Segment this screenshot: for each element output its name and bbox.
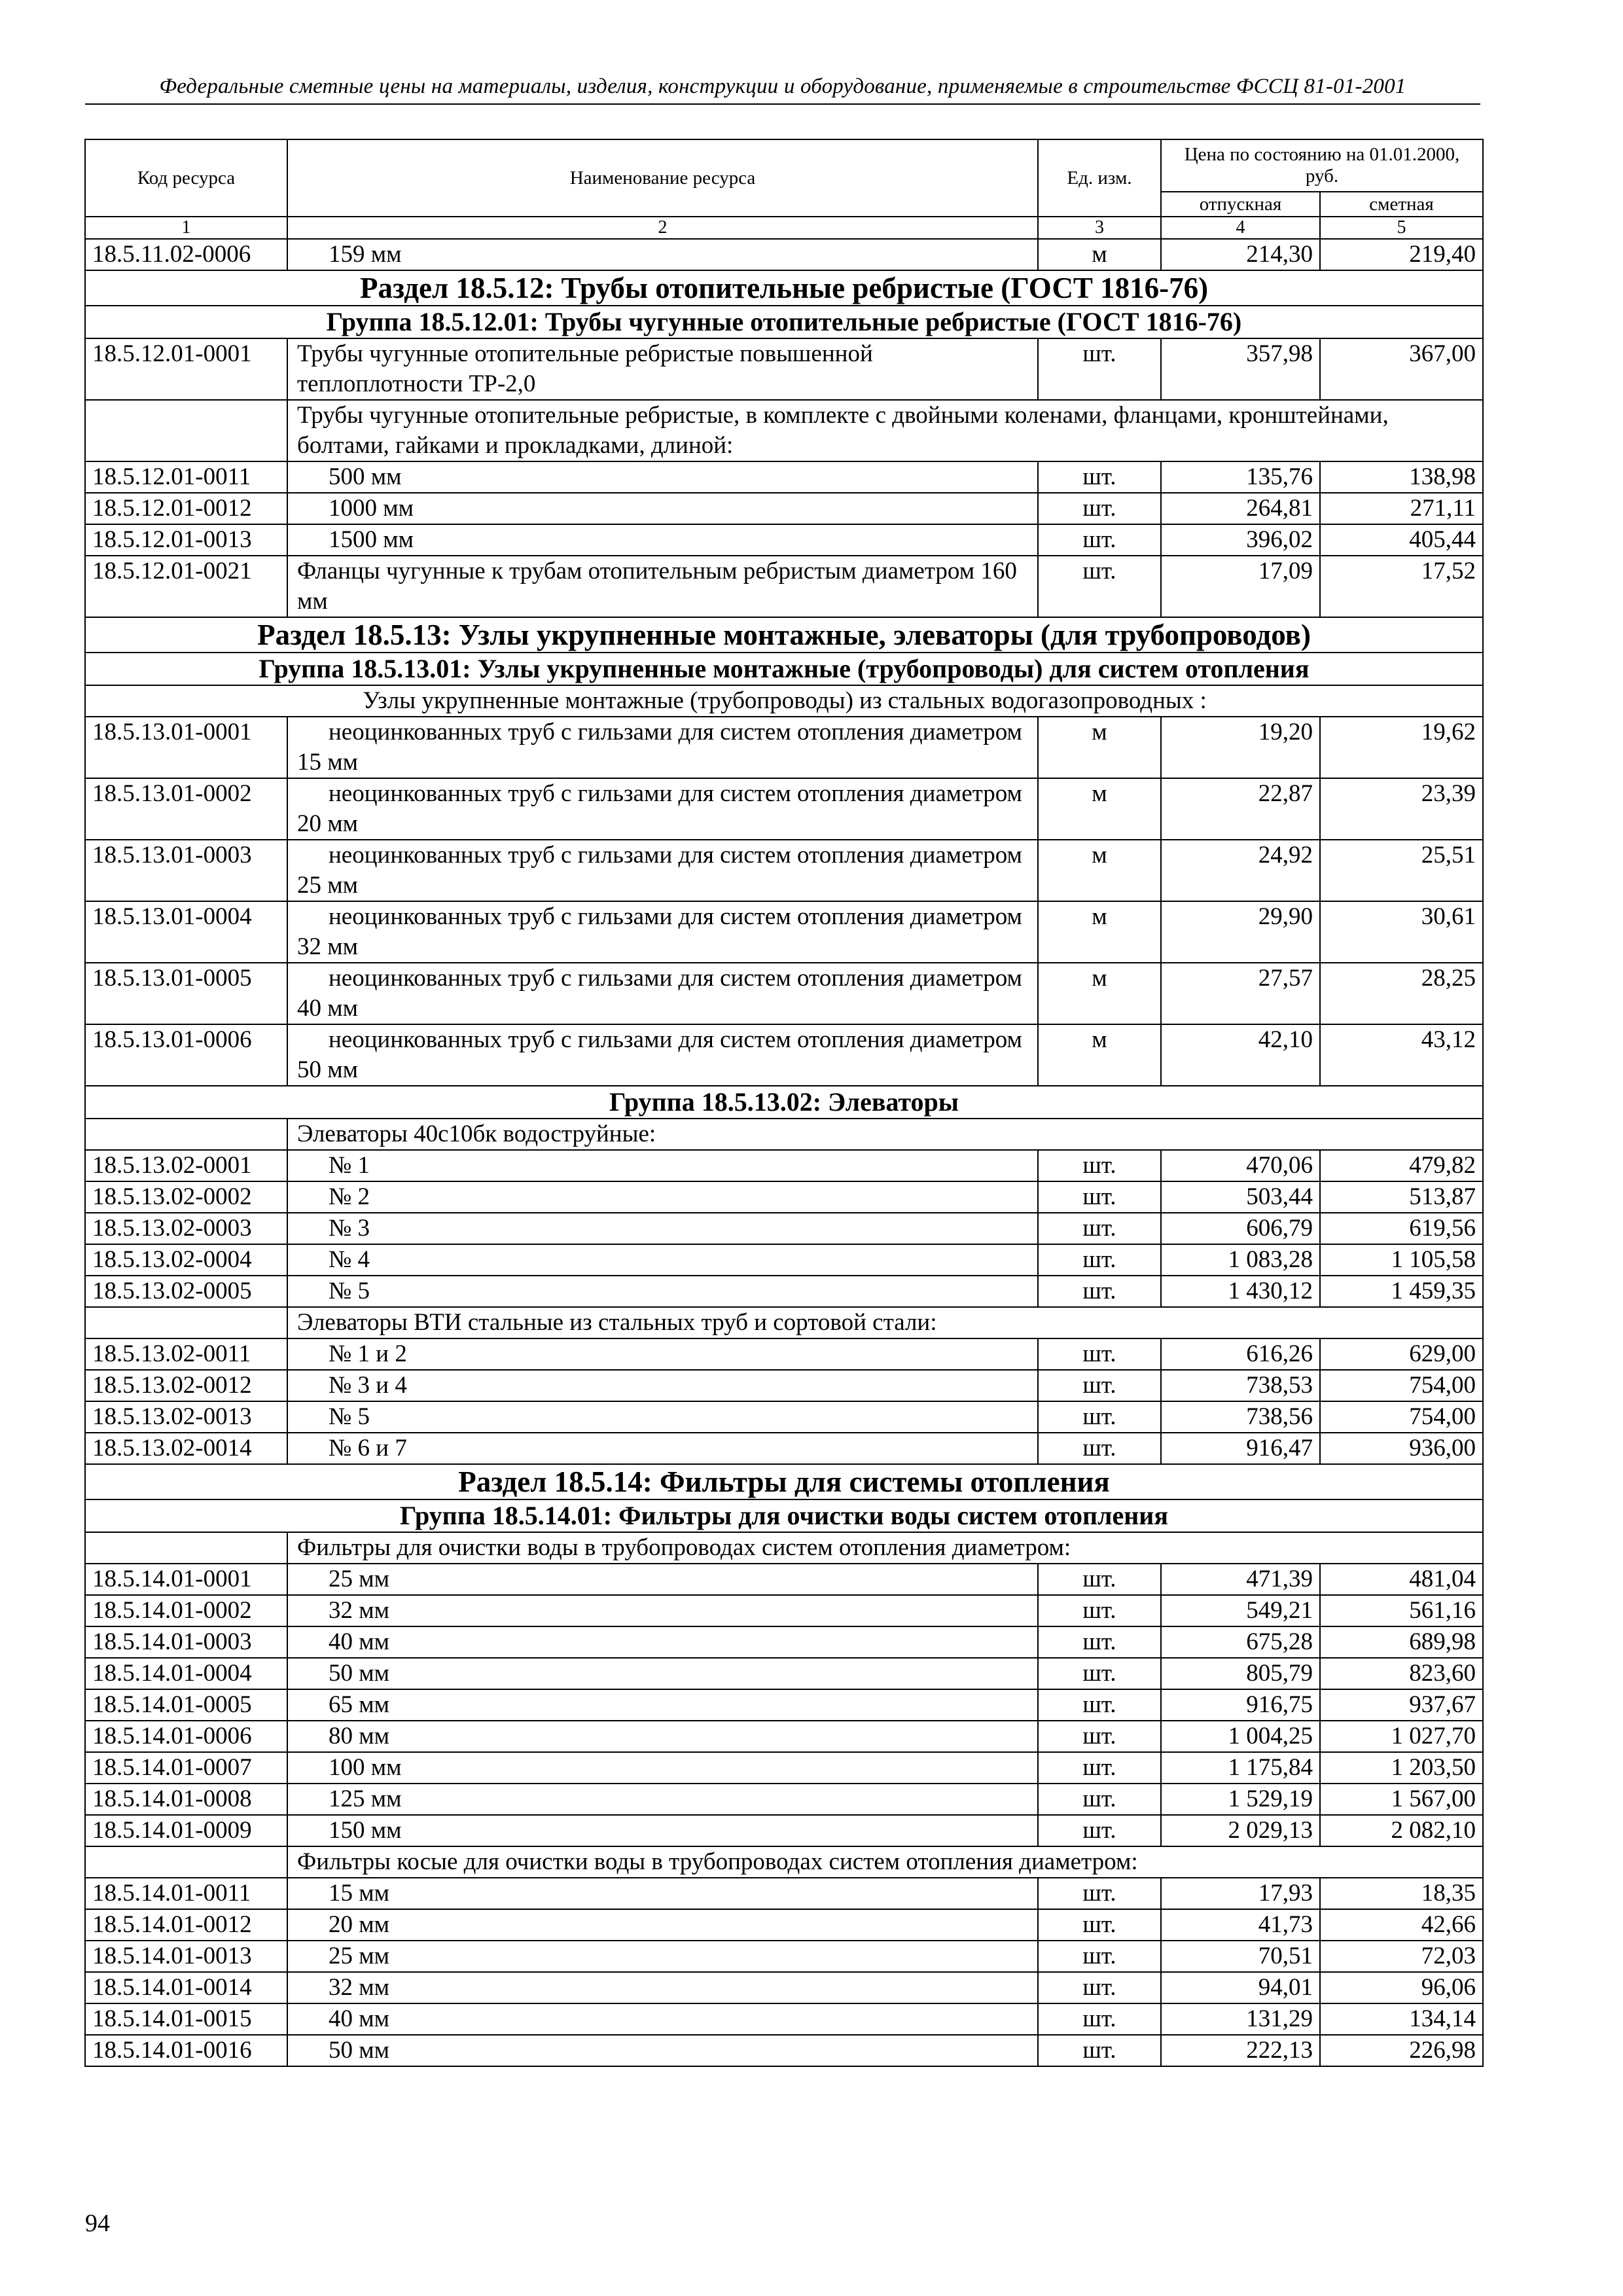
release-price: 503,44 (1161, 1181, 1320, 1213)
estimate-price: 513,87 (1320, 1181, 1483, 1213)
table-row (85, 963, 1483, 1024)
table-row (85, 556, 1483, 617)
estimate-price: 138,98 (1320, 461, 1483, 493)
resource-name: № 4 (287, 1244, 1038, 1276)
group-title: Группа 18.5.13.01: Узлы укрупненные монтажные (трубопроводы) для систем отопления (85, 653, 1483, 685)
col-number-5: 5 (1320, 217, 1483, 239)
resource-code: 18.5.13.02-0011 (85, 1338, 287, 1370)
resource-name: № 2 (287, 1181, 1038, 1213)
resource-code: 18.5.14.01-0011 (85, 1878, 287, 1909)
table-row (85, 1784, 1483, 1815)
release-price: 94,01 (1161, 1972, 1320, 2003)
col-header-unit: Ед. изм. (1038, 139, 1161, 217)
table-row (85, 1941, 1483, 1972)
empty-code-cell (85, 1119, 287, 1150)
resource-name: неоцинкованных труб с гильзами для систем отопления диаметром 25 мм (287, 840, 1038, 901)
release-price: 916,75 (1161, 1689, 1320, 1721)
table-row (85, 338, 1483, 400)
resource-code: 18.5.14.01-0007 (85, 1752, 287, 1784)
group-title: Группа 18.5.12.01: Трубы чугунные отопительные ребристые (ГОСТ 1816-76) (85, 306, 1483, 338)
release-price: 2 029,13 (1161, 1815, 1320, 1846)
resource-name: 25 мм (287, 1941, 1038, 1972)
estimate-price: 23,39 (1320, 778, 1483, 840)
col-header-estimate: сметная (1320, 192, 1483, 217)
estimate-price: 1 027,70 (1320, 1721, 1483, 1752)
unit-of-measure: шт. (1038, 493, 1161, 524)
note-text: Элеваторы ВТИ стальные из стальных труб и сортовой стали: (287, 1307, 1483, 1338)
resource-name: 50 мм (287, 2035, 1038, 2066)
resource-name: № 1 и 2 (287, 1338, 1038, 1370)
table-row (85, 1338, 1483, 1370)
resource-code: 18.5.14.01-0012 (85, 1909, 287, 1941)
col-header-price: Цена по состоянию на 01.01.2000, руб. (1161, 139, 1483, 192)
estimate-price: 2 082,10 (1320, 1815, 1483, 1846)
unit-of-measure: шт. (1038, 1370, 1161, 1401)
note-text: Элеваторы 40с10бк водоструйные: (287, 1119, 1483, 1150)
resource-code: 18.5.14.01-0004 (85, 1658, 287, 1689)
resource-code: 18.5.14.01-0002 (85, 1595, 287, 1626)
table-row (85, 1024, 1483, 1086)
release-price: 738,56 (1161, 1401, 1320, 1433)
release-price: 616,26 (1161, 1338, 1320, 1370)
table-row (85, 840, 1483, 901)
resource-code: 18.5.14.01-0008 (85, 1784, 287, 1815)
table-row (85, 1244, 1483, 1276)
note-text: Фильтры для очистки воды в трубопроводах систем отопления диаметром: (287, 1532, 1483, 1564)
note-row (85, 1532, 1483, 1564)
resource-code: 18.5.12.01-0011 (85, 461, 287, 493)
unit-of-measure: м (1038, 717, 1161, 778)
unit-of-measure: м (1038, 778, 1161, 840)
col-header-release: отпускная (1161, 192, 1320, 217)
table-row (85, 1689, 1483, 1721)
estimate-price: 17,52 (1320, 556, 1483, 617)
group-title: Группа 18.5.14.01: Фильтры для очистки воды систем отопления (85, 1499, 1483, 1532)
resource-name: неоцинкованных труб с гильзами для систем отопления диаметром 40 мм (287, 963, 1038, 1024)
estimate-price: 367,00 (1320, 338, 1483, 400)
section-title: Раздел 18.5.13: Узлы укрупненные монтажные, элеваторы (для трубопроводов) (85, 617, 1483, 653)
unit-of-measure: шт. (1038, 1909, 1161, 1941)
estimate-price: 619,56 (1320, 1213, 1483, 1244)
release-price: 29,90 (1161, 901, 1320, 963)
unit-of-measure: шт. (1038, 1878, 1161, 1909)
unit-of-measure: м (1038, 963, 1161, 1024)
estimate-price: 823,60 (1320, 1658, 1483, 1689)
table-row (85, 1595, 1483, 1626)
section-heading-row (85, 617, 1483, 653)
unit-of-measure: шт. (1038, 1564, 1161, 1595)
release-price: 264,81 (1161, 493, 1320, 524)
estimate-price: 1 459,35 (1320, 1276, 1483, 1307)
resource-name: 125 мм (287, 1784, 1038, 1815)
unit-of-measure: шт. (1038, 1689, 1161, 1721)
unit-of-measure: шт. (1038, 1338, 1161, 1370)
unit-of-measure: шт. (1038, 1752, 1161, 1784)
resource-code: 18.5.14.01-0016 (85, 2035, 287, 2066)
note-row (85, 1119, 1483, 1150)
resource-code: 18.5.13.01-0003 (85, 840, 287, 901)
resource-name: Трубы чугунные отопительные ребристые повышенной теплоплотности ТР-2,0 (287, 338, 1038, 400)
table-row (85, 1878, 1483, 1909)
table-row (85, 717, 1483, 778)
resource-code: 18.5.13.01-0004 (85, 901, 287, 963)
resource-name: 150 мм (287, 1815, 1038, 1846)
release-price: 805,79 (1161, 1658, 1320, 1689)
release-price: 17,93 (1161, 1878, 1320, 1909)
unit-of-measure: шт. (1038, 1941, 1161, 1972)
resource-name: неоцинкованных труб с гильзами для систем отопления диаметром 32 мм (287, 901, 1038, 963)
release-price: 131,29 (1161, 2003, 1320, 2035)
resource-name: неоцинкованных труб с гильзами для систем отопления диаметром 50 мм (287, 1024, 1038, 1086)
unit-of-measure: шт. (1038, 1401, 1161, 1433)
unit-of-measure: шт. (1038, 1433, 1161, 1464)
estimate-price: 1 567,00 (1320, 1784, 1483, 1815)
estimate-price: 42,66 (1320, 1909, 1483, 1941)
unit-of-measure: шт. (1038, 1595, 1161, 1626)
col-header-name: Наименование ресурса (287, 139, 1038, 217)
note-row (85, 1307, 1483, 1338)
table-row (85, 1433, 1483, 1464)
release-price: 41,73 (1161, 1909, 1320, 1941)
unit-of-measure: шт. (1038, 338, 1161, 400)
release-price: 17,09 (1161, 556, 1320, 617)
table-row (85, 1181, 1483, 1213)
resource-code: 18.5.13.01-0001 (85, 717, 287, 778)
table-row (85, 1909, 1483, 1941)
estimate-price: 43,12 (1320, 1024, 1483, 1086)
estimate-price: 629,00 (1320, 1338, 1483, 1370)
release-price: 1 083,28 (1161, 1244, 1320, 1276)
resource-name: 20 мм (287, 1909, 1038, 1941)
resource-code: 18.5.14.01-0003 (85, 1626, 287, 1658)
table-row (85, 239, 1483, 270)
table-row (85, 1213, 1483, 1244)
table-row (85, 1276, 1483, 1307)
table-row (85, 493, 1483, 524)
estimate-price: 1 105,58 (1320, 1244, 1483, 1276)
table-row (85, 2035, 1483, 2066)
estimate-price: 405,44 (1320, 524, 1483, 556)
estimate-price: 219,40 (1320, 239, 1483, 270)
release-price: 22,87 (1161, 778, 1320, 840)
unit-of-measure: шт. (1038, 1244, 1161, 1276)
release-price: 27,57 (1161, 963, 1320, 1024)
resource-code: 18.5.14.01-0001 (85, 1564, 287, 1595)
resource-name: Фланцы чугунные к трубам отопительным ребристым диаметром 160 мм (287, 556, 1038, 617)
group-heading-row (85, 1499, 1483, 1532)
resource-name: 80 мм (287, 1721, 1038, 1752)
estimate-price: 754,00 (1320, 1370, 1483, 1401)
unit-of-measure: шт. (1038, 2003, 1161, 2035)
release-price: 1 430,12 (1161, 1276, 1320, 1307)
resource-name: 100 мм (287, 1752, 1038, 1784)
running-header: Федеральные сметные цены на материалы, изделия, конструкции и оборудование, применяемые в строительстве ФССЦ 81-01-2001 (85, 73, 1480, 105)
estimate-price: 134,14 (1320, 2003, 1483, 2035)
resource-name: 1500 мм (287, 524, 1038, 556)
note-row (85, 685, 1483, 717)
resource-name: № 5 (287, 1401, 1038, 1433)
col-number-4: 4 (1161, 217, 1320, 239)
resource-name: 40 мм (287, 1626, 1038, 1658)
resource-code: 18.5.13.02-0013 (85, 1401, 287, 1433)
note-text: Трубы чугунные отопительные ребристые, в комплекте с двойными коленами, фланцами, кронштейнами, болтами, гайками и прокладками, длиной: (287, 400, 1483, 461)
resource-name: неоцинкованных труб с гильзами для систем отопления диаметром 15 мм (287, 717, 1038, 778)
table-row (85, 1150, 1483, 1181)
unit-of-measure: шт. (1038, 1658, 1161, 1689)
resource-code: 18.5.14.01-0005 (85, 1689, 287, 1721)
note-row (85, 1846, 1483, 1878)
estimate-price: 28,25 (1320, 963, 1483, 1024)
estimate-price: 18,35 (1320, 1878, 1483, 1909)
resource-name: 40 мм (287, 2003, 1038, 2035)
col-number-1: 1 (85, 217, 287, 239)
section-title: Раздел 18.5.12: Трубы отопительные ребристые (ГОСТ 1816-76) (85, 270, 1483, 306)
group-heading-row (85, 306, 1483, 338)
estimate-price: 561,16 (1320, 1595, 1483, 1626)
col-header-code: Код ресурса (85, 139, 287, 217)
resource-name: 32 мм (287, 1595, 1038, 1626)
table-row (85, 1658, 1483, 1689)
release-price: 606,79 (1161, 1213, 1320, 1244)
note-text: Фильтры косые для очистки воды в трубопроводах систем отопления диаметром: (287, 1846, 1483, 1878)
section-heading-row (85, 1464, 1483, 1499)
resource-code: 18.5.13.02-0004 (85, 1244, 287, 1276)
unit-of-measure: шт. (1038, 1784, 1161, 1815)
table-row (85, 1752, 1483, 1784)
resource-name: 50 мм (287, 1658, 1038, 1689)
empty-code-cell (85, 1846, 287, 1878)
note-text: Узлы укрупненные монтажные (трубопроводы) из стальных водогазопроводных : (85, 685, 1483, 717)
resource-code: 18.5.13.02-0002 (85, 1181, 287, 1213)
release-price: 135,76 (1161, 461, 1320, 493)
release-price: 19,20 (1161, 717, 1320, 778)
estimate-price: 96,06 (1320, 1972, 1483, 2003)
table-row (85, 2003, 1483, 2035)
unit-of-measure: шт. (1038, 1213, 1161, 1244)
resource-code: 18.5.14.01-0015 (85, 2003, 287, 2035)
release-price: 24,92 (1161, 840, 1320, 901)
release-price: 1 529,19 (1161, 1784, 1320, 1815)
estimate-price: 479,82 (1320, 1150, 1483, 1181)
table-row (85, 1815, 1483, 1846)
col-number-3: 3 (1038, 217, 1161, 239)
release-price: 222,13 (1161, 2035, 1320, 2066)
estimate-price: 30,61 (1320, 901, 1483, 963)
estimate-price: 936,00 (1320, 1433, 1483, 1464)
empty-code-cell (85, 1532, 287, 1564)
resource-code: 18.5.12.01-0012 (85, 493, 287, 524)
table-row (85, 778, 1483, 840)
resource-name: 159 мм (287, 239, 1038, 270)
release-price: 916,47 (1161, 1433, 1320, 1464)
estimate-price: 937,67 (1320, 1689, 1483, 1721)
release-price: 471,39 (1161, 1564, 1320, 1595)
unit-of-measure: шт. (1038, 1972, 1161, 2003)
estimate-price: 226,98 (1320, 2035, 1483, 2066)
release-price: 396,02 (1161, 524, 1320, 556)
estimate-price: 754,00 (1320, 1401, 1483, 1433)
resource-name: № 5 (287, 1276, 1038, 1307)
release-price: 357,98 (1161, 338, 1320, 400)
resource-code: 18.5.12.01-0013 (85, 524, 287, 556)
group-title: Группа 18.5.13.02: Элеваторы (85, 1086, 1483, 1119)
empty-code-cell (85, 1307, 287, 1338)
estimate-price: 25,51 (1320, 840, 1483, 901)
col-number-2: 2 (287, 217, 1038, 239)
resource-code: 18.5.13.01-0006 (85, 1024, 287, 1086)
release-price: 1 004,25 (1161, 1721, 1320, 1752)
resource-name: 32 мм (287, 1972, 1038, 2003)
unit-of-measure: м (1038, 840, 1161, 901)
resource-code: 18.5.12.01-0021 (85, 556, 287, 617)
resource-code: 18.5.13.02-0001 (85, 1150, 287, 1181)
release-price: 549,21 (1161, 1595, 1320, 1626)
table-row (85, 524, 1483, 556)
resource-name: 65 мм (287, 1689, 1038, 1721)
unit-of-measure: шт. (1038, 1721, 1161, 1752)
unit-of-measure: м (1038, 901, 1161, 963)
estimate-price: 1 203,50 (1320, 1752, 1483, 1784)
resource-code: 18.5.14.01-0013 (85, 1941, 287, 1972)
release-price: 470,06 (1161, 1150, 1320, 1181)
table-row (85, 1370, 1483, 1401)
estimate-price: 72,03 (1320, 1941, 1483, 1972)
unit-of-measure: шт. (1038, 1626, 1161, 1658)
table-row (85, 1564, 1483, 1595)
resource-code: 18.5.13.02-0003 (85, 1213, 287, 1244)
note-row (85, 400, 1483, 461)
group-heading-row (85, 653, 1483, 685)
estimate-price: 19,62 (1320, 717, 1483, 778)
resource-name: 1000 мм (287, 493, 1038, 524)
resource-name: № 3 (287, 1213, 1038, 1244)
resource-code: 18.5.13.02-0014 (85, 1433, 287, 1464)
resource-code: 18.5.12.01-0001 (85, 338, 287, 400)
resource-code: 18.5.14.01-0014 (85, 1972, 287, 2003)
resource-code: 18.5.13.01-0002 (85, 778, 287, 840)
group-heading-row (85, 1086, 1483, 1119)
resource-code: 18.5.13.02-0005 (85, 1276, 287, 1307)
release-price: 675,28 (1161, 1626, 1320, 1658)
empty-code-cell (85, 400, 287, 461)
unit-of-measure: м (1038, 1024, 1161, 1086)
estimate-price: 689,98 (1320, 1626, 1483, 1658)
release-price: 738,53 (1161, 1370, 1320, 1401)
estimate-price: 271,11 (1320, 493, 1483, 524)
resource-name: № 1 (287, 1150, 1038, 1181)
unit-of-measure: шт. (1038, 1181, 1161, 1213)
page-number: 94 (85, 2210, 110, 2237)
release-price: 70,51 (1161, 1941, 1320, 1972)
table-row (85, 1721, 1483, 1752)
unit-of-measure: шт. (1038, 556, 1161, 617)
resource-code: 18.5.14.01-0006 (85, 1721, 287, 1752)
resource-code: 18.5.13.02-0012 (85, 1370, 287, 1401)
resource-name: 15 мм (287, 1878, 1038, 1909)
resource-code: 18.5.14.01-0009 (85, 1815, 287, 1846)
unit-of-measure: шт. (1038, 2035, 1161, 2066)
table-body (85, 239, 1483, 2066)
table-row (85, 901, 1483, 963)
estimate-price: 481,04 (1320, 1564, 1483, 1595)
resource-name: 25 мм (287, 1564, 1038, 1595)
section-heading-row (85, 270, 1483, 306)
unit-of-measure: м (1038, 239, 1161, 270)
release-price: 214,30 (1161, 239, 1320, 270)
resource-name: неоцинкованных труб с гильзами для систем отопления диаметром 20 мм (287, 778, 1038, 840)
section-title: Раздел 18.5.14: Фильтры для системы отопления (85, 1464, 1483, 1499)
resource-code: 18.5.13.01-0005 (85, 963, 287, 1024)
unit-of-measure: шт. (1038, 524, 1161, 556)
resource-name: 500 мм (287, 461, 1038, 493)
resource-name: № 3 и 4 (287, 1370, 1038, 1401)
table-row (85, 1626, 1483, 1658)
unit-of-measure: шт. (1038, 1815, 1161, 1846)
unit-of-measure: шт. (1038, 1276, 1161, 1307)
table-row (85, 1972, 1483, 2003)
table-row (85, 1401, 1483, 1433)
price-table (84, 139, 1484, 2067)
unit-of-measure: шт. (1038, 461, 1161, 493)
release-price: 42,10 (1161, 1024, 1320, 1086)
unit-of-measure: шт. (1038, 1150, 1161, 1181)
release-price: 1 175,84 (1161, 1752, 1320, 1784)
resource-name: № 6 и 7 (287, 1433, 1038, 1464)
resource-code: 18.5.11.02-0006 (85, 239, 287, 270)
table-row (85, 461, 1483, 493)
